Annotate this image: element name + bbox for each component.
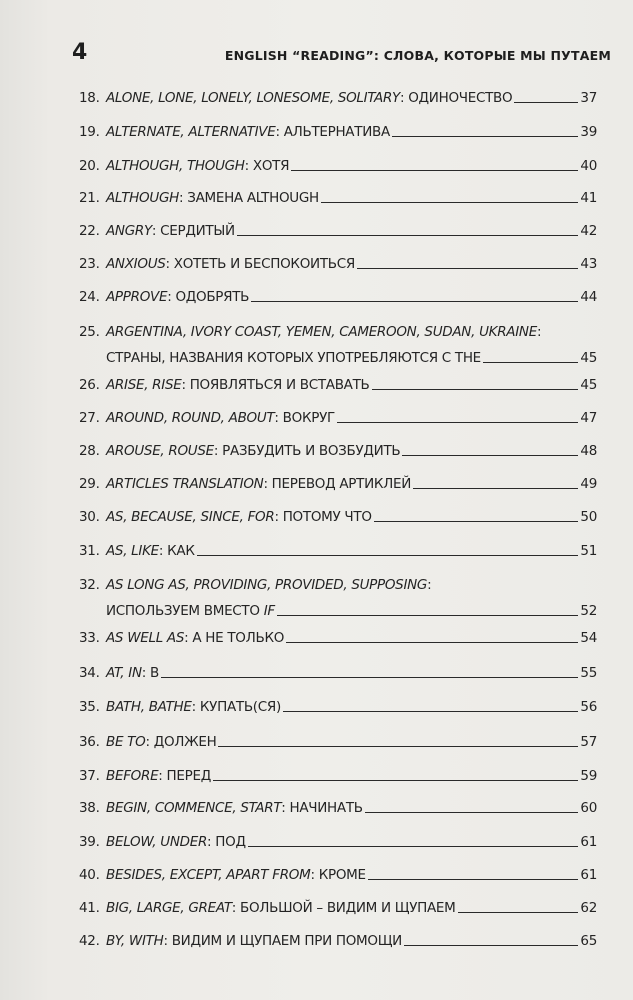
english-terms: AROUND, ROUND, ABOUT [106, 410, 275, 426]
entry-number: 37. [79, 768, 100, 784]
entry-line [106, 898, 597, 918]
page-ref: 45 [580, 377, 597, 393]
entry-line-continued [106, 348, 597, 368]
russian-gloss: : АЛЬТЕРНАТИВА [275, 124, 390, 140]
russian-gloss: : В [141, 665, 159, 681]
leader-line [277, 614, 579, 616]
entry-line [106, 88, 597, 108]
page-ref: 50 [580, 509, 597, 525]
leader-line [248, 845, 579, 847]
english-terms: ALONE, LONE, LONELY, LONESOME, SOLITARY [106, 90, 400, 106]
page-ref: 47 [580, 410, 597, 426]
entry-line [106, 156, 597, 176]
leader-line [374, 520, 579, 522]
entry-line [106, 441, 597, 461]
page-ref: 49 [580, 476, 597, 492]
english-terms: BELOW, UNDER [106, 834, 208, 850]
english-terms: BEFORE [106, 768, 159, 784]
entry-number: 33. [79, 630, 100, 646]
entry-number: 29. [79, 476, 100, 492]
page-ref: 45 [580, 350, 597, 366]
entry-number: 27. [79, 410, 100, 426]
russian-gloss: : ДОЛЖЕН [145, 734, 217, 750]
entry-text [106, 441, 400, 461]
russian-gloss: : ЗАМЕНА ALTHOUGH [178, 190, 319, 206]
russian-gloss: : А НЕ ТОЛЬКО [184, 630, 285, 646]
english-terms: ANXIOUS [106, 256, 166, 272]
page-ref: 40 [580, 158, 597, 174]
entry-line [106, 507, 597, 527]
entry-number: 35. [79, 699, 100, 715]
entry-number: 41. [79, 900, 100, 916]
english-terms: IF [263, 603, 275, 619]
toc-entry [79, 732, 597, 752]
english-terms: ARISE, RISE [106, 377, 182, 393]
english-terms: BATH, BATHE [106, 699, 192, 715]
leader-line [197, 554, 579, 556]
entry-text [106, 931, 402, 951]
russian-gloss: : НАЧИНАТЬ [281, 800, 363, 816]
leader-line [337, 421, 578, 423]
leader-line [286, 641, 578, 643]
entry-number: 23. [79, 256, 100, 272]
russian-gloss: : КРОМЕ [310, 867, 366, 883]
leader-line [251, 300, 578, 302]
leader-line [161, 676, 578, 678]
page-ref: 61 [580, 867, 597, 883]
toc-entry [79, 507, 597, 527]
entry-number: 32. [79, 577, 100, 593]
page-ref: 52 [580, 603, 597, 619]
entry-text [106, 156, 289, 176]
entry-text [106, 697, 281, 717]
entry-text [106, 575, 431, 595]
page-ref: 39 [580, 124, 597, 140]
russian-gloss: : ВОКРУГ [274, 410, 335, 426]
leader-line [372, 388, 579, 390]
toc-entry [79, 88, 597, 108]
entry-line [106, 375, 597, 395]
page-ref: 57 [580, 734, 597, 750]
leader-line [218, 745, 578, 747]
entry-line [106, 798, 597, 818]
toc-entry [79, 122, 597, 142]
entry-line [106, 575, 597, 595]
page-ref: 43 [580, 256, 597, 272]
page-ref: 56 [580, 699, 597, 715]
toc-entry [79, 832, 597, 852]
entry-number: 31. [79, 543, 100, 559]
entry-text [106, 122, 390, 142]
entry-line [106, 287, 597, 307]
russian-gloss: СТРАНЫ, НАЗВАНИЯ КОТОРЫХ УПОТРЕБЛЯЮТСЯ С THE [106, 350, 481, 366]
toc-entry [79, 408, 597, 428]
entry-number: 34. [79, 665, 100, 681]
leader-line [483, 361, 579, 363]
entry-text [106, 88, 512, 108]
page-ref: 41 [580, 190, 597, 206]
entry-text [106, 287, 249, 307]
russian-gloss: : КУПАТЬ(СЯ) [191, 699, 281, 715]
english-terms: APPROVE [106, 289, 168, 305]
leader-line [213, 779, 578, 781]
page-number: 4 [72, 40, 88, 65]
leader-line [237, 234, 579, 236]
entry-number: 39. [79, 834, 100, 850]
page-ref: 37 [580, 90, 597, 106]
entry-text [106, 254, 355, 274]
entry-line [106, 732, 597, 752]
entry-line [106, 122, 597, 142]
russian-gloss: : БОЛЬШОЙ – ВИДИМ И ЩУПАЕМ [231, 900, 456, 916]
russian-gloss: : [427, 577, 432, 593]
entry-text [106, 898, 456, 918]
english-terms: ALTERNATE, ALTERNATIVE [106, 124, 276, 140]
entry-number: 40. [79, 867, 100, 883]
english-terms: ALTHOUGH [106, 190, 179, 206]
russian-gloss: : ОДОБРЯТЬ [167, 289, 250, 305]
entry-line [106, 697, 597, 717]
entry-text [106, 188, 319, 208]
toc-entry [79, 474, 597, 494]
entry-text [106, 507, 372, 527]
entry-number: 28. [79, 443, 100, 459]
english-terms: BIG, LARGE, GREAT [106, 900, 232, 916]
english-terms: AS, LIKE [106, 543, 159, 559]
toc-entry [79, 697, 597, 717]
english-terms: BY, WITH [106, 933, 164, 949]
entry-text [106, 375, 370, 395]
page-ref: 62 [580, 900, 597, 916]
leader-line [365, 811, 579, 813]
entry-number: 22. [79, 223, 100, 239]
entry-number: 21. [79, 190, 100, 206]
russian-gloss: : ПОТОМУ ЧТО [274, 509, 372, 525]
entry-text [106, 628, 284, 648]
entry-number: 20. [79, 158, 100, 174]
entry-text [106, 322, 541, 342]
entry-text [106, 663, 159, 683]
entry-line [106, 322, 597, 342]
page-ref: 60 [580, 800, 597, 816]
toc-entry [79, 254, 597, 274]
english-terms: ARTICLES TRANSLATION [106, 476, 264, 492]
leader-line [514, 101, 578, 103]
page-ref: 55 [580, 665, 597, 681]
entry-text [106, 865, 366, 885]
russian-gloss: : ХОТЕТЬ И БЕСПОКОИТЬСЯ [165, 256, 355, 272]
page-ref: 42 [580, 223, 597, 239]
toc-entry [79, 898, 597, 918]
entry-number: 19. [79, 124, 100, 140]
page-ref: 48 [580, 443, 597, 459]
entry-line [106, 628, 597, 648]
toc-entry [79, 221, 597, 241]
leader-line [291, 169, 578, 171]
leader-line [357, 267, 578, 269]
entry-text [106, 221, 235, 241]
page-ref: 61 [580, 834, 597, 850]
leader-line [392, 135, 579, 137]
entry-number: 30. [79, 509, 100, 525]
english-terms: AT, IN [106, 665, 142, 681]
entry-line [106, 221, 597, 241]
english-terms: ANGRY [106, 223, 152, 239]
entry-text [106, 798, 363, 818]
leader-line [404, 944, 578, 946]
entry-text [106, 348, 481, 368]
entry-text [106, 408, 335, 428]
leader-line [321, 201, 579, 203]
entry-line [106, 541, 597, 561]
entry-line [106, 865, 597, 885]
russian-gloss: : ОДИНОЧЕСТВО [399, 90, 513, 106]
english-terms: BESIDES, EXCEPT, APART FROM [106, 867, 311, 883]
toc-entry [79, 628, 597, 648]
russian-gloss: : ПОД [207, 834, 246, 850]
russian-gloss: : ПОЯВЛЯТЬСЯ И ВСТАВАТЬ [181, 377, 370, 393]
russian-gloss: : СЕРДИТЫЙ [151, 223, 235, 239]
toc-entry [79, 287, 597, 307]
page-ref: 54 [580, 630, 597, 646]
entry-number: 18. [79, 90, 100, 106]
english-terms: AROUSE, ROUSE [106, 443, 214, 459]
toc-entry [79, 375, 597, 395]
english-terms: BEGIN, COMMENCE, START [106, 800, 282, 816]
entry-line [106, 663, 597, 683]
toc-entry [79, 663, 597, 683]
toc-entry [79, 541, 597, 561]
entry-number: 24. [79, 289, 100, 305]
toc-entry [79, 156, 597, 176]
page-ref: 59 [580, 768, 597, 784]
russian-gloss: : [536, 324, 542, 340]
page-ref: 65 [580, 933, 597, 949]
toc-entry [79, 322, 597, 370]
leader-line [368, 878, 579, 880]
entry-line [106, 254, 597, 274]
entry-number: 38. [79, 800, 100, 816]
english-terms: AS LONG AS, PROVIDING, PROVIDED, SUPPOSING [106, 577, 428, 593]
entry-number: 26. [79, 377, 100, 393]
entry-text [106, 732, 216, 752]
entry-line [106, 474, 597, 494]
entry-line [106, 931, 597, 951]
english-terms: AS WELL AS [106, 630, 185, 646]
toc-entry [79, 441, 597, 461]
russian-gloss: : ПЕРЕВОД АРТИКЛЕЙ [263, 476, 412, 492]
entry-text [106, 766, 211, 786]
entry-line [106, 408, 597, 428]
entry-line-continued [106, 601, 597, 621]
entry-text [106, 832, 246, 852]
entry-line [106, 766, 597, 786]
russian-gloss: : КАК [158, 543, 195, 559]
english-terms: AS, BECAUSE, SINCE, FOR [106, 509, 275, 525]
english-terms: BE TO [106, 734, 146, 750]
russian-gloss: ИСПОЛЬЗУЕМ ВМЕСТО [106, 603, 264, 619]
page-ref: 44 [580, 289, 597, 305]
russian-gloss: : РАЗБУДИТЬ И ВОЗБУДИТЬ [213, 443, 401, 459]
entry-text [106, 601, 275, 621]
entry-number: 36. [79, 734, 100, 750]
leader-line [458, 911, 579, 913]
english-terms: ALTHOUGH, THOUGH [106, 158, 245, 174]
entry-number: 25. [79, 324, 100, 340]
entry-text [106, 474, 411, 494]
entry-text [106, 541, 195, 561]
toc-entry [79, 931, 597, 951]
toc-entry [79, 865, 597, 885]
russian-gloss: : ХОТЯ [244, 158, 290, 174]
entry-number: 42. [79, 933, 100, 949]
page-ref: 51 [580, 543, 597, 559]
leader-line [402, 454, 578, 456]
russian-gloss: : ВИДИМ И ЩУПАЕМ ПРИ ПОМОЩИ [163, 933, 402, 949]
leader-line [283, 710, 578, 712]
running-head: ENGLISH “READING”: СЛОВА, КОТОРЫЕ МЫ ПУТАЕМ [224, 48, 611, 63]
entry-line [106, 832, 597, 852]
leader-line [413, 487, 578, 489]
english-terms: ARGENTINA, IVORY COAST, YEMEN, CAMEROON, SUDAN, UKRAINE [106, 324, 537, 340]
russian-gloss: : ПЕРЕД [158, 768, 211, 784]
toc-entry [79, 766, 597, 786]
toc-entry [79, 798, 597, 818]
toc-entry [79, 188, 597, 208]
toc-entry [79, 575, 597, 623]
page-header [72, 40, 611, 70]
entry-line [106, 188, 597, 208]
